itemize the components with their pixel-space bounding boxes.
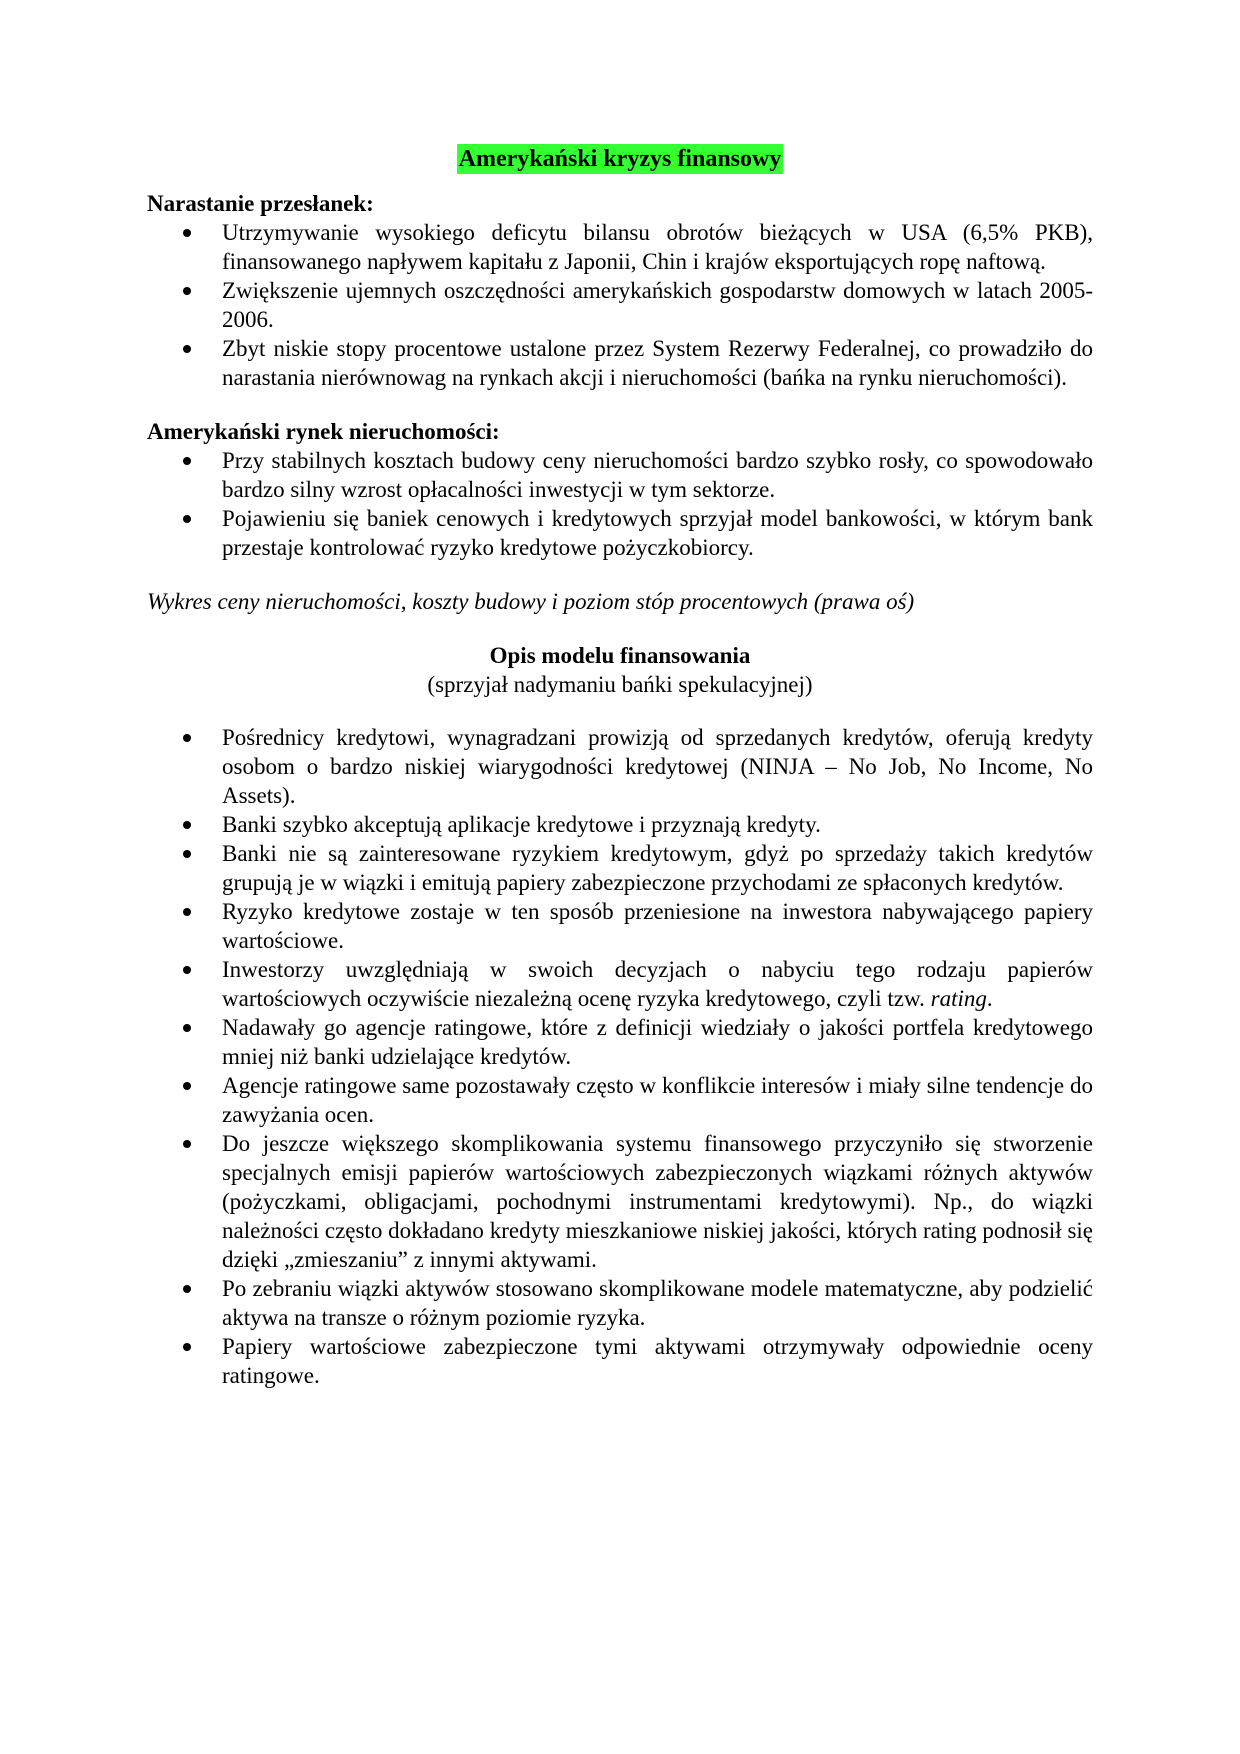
list-item-text-rating [222, 957, 1093, 1011]
document-title: Amerykański kryzys finansowy [458, 146, 782, 172]
section-heading-rynek: Amerykański rynek nieruchomości: [147, 419, 500, 444]
list-item [222, 504, 1093, 562]
bullet-icon [183, 1140, 191, 1148]
list-item [222, 955, 1093, 1013]
list-item [222, 1071, 1093, 1129]
title-wrap [147, 144, 1093, 174]
list-item-text: Zwiększenie ujemnych oszczędności amerykańskich gospodarstw domowych w latach 2005-2006. [222, 278, 1093, 332]
list-item [222, 1274, 1093, 1332]
list-item [222, 446, 1093, 504]
section-heading-narastanie: Narastanie przesłanek: [147, 191, 374, 216]
bullet-icon [183, 457, 191, 465]
list-item-text: Po zebraniu wiązki aktywów stosowano skomplikowane modele matematyczne, aby podzielić aktywa na transze o różnym poziomie ryzyka. [222, 1276, 1093, 1330]
list-item-text: Zbyt niskie stopy procentowe ustalone przez System Rezerwy Federalnej, co prowadziło do narastania nierównowag na rynkach akcji i nieruchomości (bańka na rynku nieruchomości). [222, 336, 1093, 390]
spacer [147, 562, 1093, 587]
list-item-text: Nadawały go agencje ratingowe, które z definicji wiedziały o jakości portfela kredytowego mniej niż banki udzielające kredytów. [222, 1015, 1093, 1069]
rating-text-after: . [986, 986, 993, 1011]
spacer [147, 392, 1093, 417]
list-item-text: Przy stabilnych kosztach budowy ceny nieruchomości bardzo szybko rosły, co spowodowało bardzo silny wzrost opłacalności inwestycji w tym sektorze. [222, 448, 1093, 502]
list-item [222, 276, 1093, 334]
section-subheading-opis: (sprzyjał nadymaniu bańki spekulacyjnej) [427, 672, 813, 697]
bullet-icon [183, 345, 191, 353]
rating-term: rating [930, 986, 987, 1011]
bullet-icon [183, 850, 191, 858]
bullet-icon [183, 1024, 191, 1032]
list-item [222, 1013, 1093, 1071]
list-item-text: Pośrednicy kredytowi, wynagradzani prowizją od sprzedanych kredytów, oferują kredyty osobom o bardzo niskiej wiarygodności kredytowej (NINJA – No Job, No Income, No Assets). [222, 725, 1093, 808]
bullet-icon [183, 821, 191, 829]
list-item [222, 1129, 1093, 1274]
list-item-text: Banki szybko akceptują aplikacje kredytowe i przyznają kredyty. [222, 812, 821, 837]
bullet-icon [183, 908, 191, 916]
bullet-list-narastanie [147, 218, 1093, 392]
bullet-icon [183, 1082, 191, 1090]
bullet-icon [183, 1343, 191, 1351]
list-item [222, 839, 1093, 897]
list-item [222, 810, 1093, 839]
spacer [147, 616, 1093, 641]
document-page [147, 144, 1093, 1390]
list-item [222, 897, 1093, 955]
bullet-icon [183, 287, 191, 295]
list-item [222, 334, 1093, 392]
section-heading-opis: Opis modelu finansowania [489, 643, 751, 668]
spacer [147, 699, 1093, 723]
list-item [222, 218, 1093, 276]
list-item-text: Banki nie są zainteresowane ryzykiem kredytowym, gdyż po sprzedaży takich kredytów grupują je w wiązki i emitują papiery zabezpieczone przychodami ze spłaconych kredytów. [222, 841, 1093, 895]
list-item-text: Utrzymywanie wysokiego deficytu bilansu obrotów bieżących w USA (6,5% PKB), finansowanego napływem kapitału z Japonii, Chin i krajów eksportujących ropę naftową. [222, 220, 1093, 274]
bullet-icon [183, 966, 191, 974]
list-item-text: Papiery wartościowe zabezpieczone tymi aktywami otrzymywały odpowiednie oceny ratingowe. [222, 1334, 1093, 1388]
chart-caption: Wykres ceny nieruchomości, koszty budowy i poziom stóp procentowych (prawa oś) [147, 589, 915, 614]
list-item-text: Agencje ratingowe same pozostawały często w konflikcie interesów i miały silne tendencje do zawyżania ocen. [222, 1073, 1093, 1127]
list-item-text: Do jeszcze większego skomplikowania systemu finansowego przyczyniło się stworzenie specjalnych emisji papierów wartościowych zabezpieczonych wiązkami różnych aktywów (pożyczkami, obligacjami, pochodnymi instrumentami kredytowymi). Np., do wiązki należności często dokładano kredyty mieszkaniowe niskiej jakości, których rating podnosił się dzięki „zmieszaniu” z innymi aktywami. [222, 1131, 1093, 1272]
list-item-text: Ryzyko kredytowe zostaje w ten sposób przeniesione na inwestora nabywającego papiery wartościowe. [222, 899, 1093, 953]
list-item [222, 1332, 1093, 1390]
bullet-list-opis [147, 723, 1093, 1390]
bullet-icon [183, 1285, 191, 1293]
bullet-list-rynek [147, 446, 1093, 562]
list-item-text: Pojawieniu się baniek cenowych i kredytowych sprzyjał model bankowości, w którym bank przestaje kontrolować ryzyko kredytowe pożyczkobiorcy. [222, 506, 1093, 560]
bullet-icon [183, 229, 191, 237]
bullet-icon [183, 734, 191, 742]
section-heading-block-opis [147, 641, 1093, 699]
bullet-icon [183, 515, 191, 523]
rating-text-before: Inwestorzy uwzględniają w swoich decyzjach o nabyciu tego rodzaju papierów wartościowych oczywiście niezależną ocenę ryzyka kredytowego, czyli tzw. [222, 957, 1093, 1011]
list-item [222, 723, 1093, 810]
